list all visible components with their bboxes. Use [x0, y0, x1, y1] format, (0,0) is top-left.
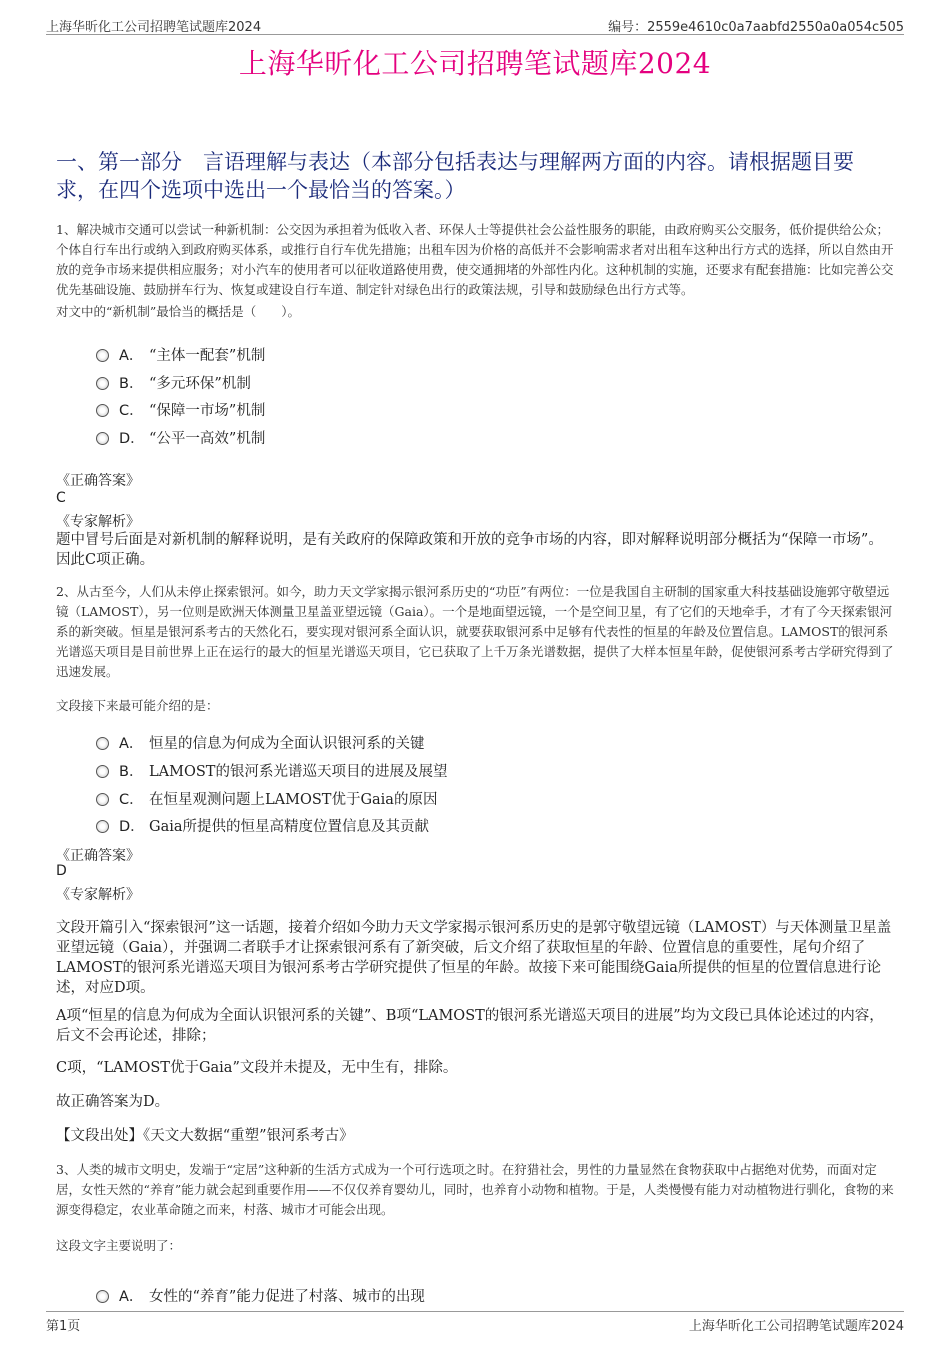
option-text: LAMOST的银河系光谱巡天项目的进展及展望 [149, 764, 448, 780]
option-letter: A． [119, 1289, 144, 1305]
option-text: 恒星的信息为何成为全面认识银河系的关键 [149, 736, 425, 752]
q1-option-c[interactable] [96, 399, 265, 420]
option-letter: D． [119, 431, 145, 447]
option-letter: B． [119, 764, 144, 780]
option-letter: C． [119, 792, 144, 808]
option-letter: D． [119, 819, 145, 835]
header-doc-number: 编号：2559e4610c0a7aabfd2550a0a054c505 [608, 20, 904, 35]
radio-icon[interactable] [96, 1290, 109, 1303]
footer-page-number: 第1页 [46, 1319, 81, 1334]
q3-passage-block [56, 1160, 894, 1220]
q2-passage-block [56, 582, 894, 682]
q2-analysis-paragraph: 故正确答案为D。 [56, 1094, 170, 1110]
radio-icon[interactable] [96, 820, 109, 833]
option-text: Gaia所提供的恒星高精度位置信息及其贡献 [149, 819, 430, 835]
q1-answer-label: 《正确答案》 [56, 473, 140, 489]
q2-analysis-paragraph: A项“恒星的信息为何成为全面认识银河系的关键”、B项“LAMOST的银河系光谱巡天项目的进展”均为文段已具体论述过的内容，后文不会再论述，排除； [56, 1008, 884, 1044]
q2-analysis-paragraph: 文段开篇引入“探索银河”这一话题，接着介绍如今助力天文学家揭示银河系历史的是郭守敬望远镜（LAMOST）与天体测量卫星盖亚望远镜（Gaia），并强调二者联手才让探索银河系有了新突破，后文介绍了获取恒星的年龄、位置信息的重要性，尾句介绍了LAMOST的银河系光谱巡天项目为银河系考古学研究提供了恒星的年龄。故接下来可能围绕Gaia所提供的恒星的位置信息进行论述，对应D项。 [56, 920, 892, 996]
q1-option-b[interactable] [96, 372, 251, 393]
q1-option-a[interactable] [96, 344, 265, 365]
footer-doc-title: 上海华昕化工公司招聘笔试题库2024 [688, 1319, 904, 1334]
q2-analysis-paragraph: C项，“LAMOST优于Gaia”文段并未提及，无中生有，排除。 [56, 1060, 458, 1076]
q2-option-b[interactable] [96, 760, 447, 781]
q1-passage: 1、解决城市交通可以尝试一种新机制：公交因为承担着为低收入者、环保人士等提供社会公益性服务的职能，由政府购买公交服务，低价提供给公众；个体自行车出行或纳入到政府购买体系，或推行自行车优先措施；出租车因为价格的高低并不会影响需求者对出租车这种出行方式的选择，所以自然由开放的竞争市场来提供相应服务；对小汽车的使用者可以征收道路使用费，使交通拥堵的外部性内化。这种机制的实施，还要求有配套措施：比如完善公交优先基础设施、鼓励拼车行为、恢复或建设自行车道、制定针对绿色出行的政策法规，引导和鼓励绿色出行方式等。 [56, 222, 894, 297]
option-text: 女性的“养育”能力促进了村落、城市的出现 [149, 1289, 425, 1305]
q2-answer-label: 《正确答案》 [56, 848, 140, 864]
q3-option-a[interactable] [96, 1285, 425, 1306]
page-title: 上海华昕化工公司招聘笔试题库2024 [238, 47, 712, 80]
q2-option-d[interactable] [96, 815, 429, 836]
radio-icon[interactable] [96, 377, 109, 390]
page-footer [46, 1311, 904, 1334]
option-text: “公平一高效”机制 [149, 431, 266, 447]
option-text: 在恒星观测问题上LAMOST优于Gaia的原因 [149, 792, 438, 808]
option-letter: A． [119, 736, 144, 752]
q3-stem: 这段文字主要说明了： [56, 1238, 182, 1253]
q2-stem: 文段接下来最可能介绍的是： [56, 698, 219, 713]
q2-option-a[interactable] [96, 732, 425, 753]
option-letter: B． [119, 376, 144, 392]
q1-answer: C [56, 490, 66, 506]
q2-option-c[interactable] [96, 788, 437, 809]
header-doc-title: 上海华昕化工公司招聘笔试题库2024 [46, 20, 262, 35]
radio-icon[interactable] [96, 793, 109, 806]
q1-analysis-label: 《专家解析》 [56, 514, 140, 530]
option-text: “保障一市场”机制 [149, 403, 266, 419]
option-letter: A． [119, 348, 144, 364]
q1-stem: 对文中的“新机制”最恰当的概括是（ ）。 [56, 304, 301, 319]
q2-analysis-label: 《专家解析》 [56, 887, 140, 903]
page-header [46, 14, 904, 35]
section-heading: 一、第一部分 言语理解与表达（本部分包括表达与理解两方面的内容。请根据题目要求，在四个选项中选出一个最恰当的答案。） [56, 150, 854, 202]
radio-icon[interactable] [96, 765, 109, 778]
radio-icon[interactable] [96, 737, 109, 750]
q2-passage: 2、从古至今，人们从未停止探索银河。如今，助力天文学家揭示银河系历史的“功臣”有两位：一位是我国自主研制的国家重大科技基础设施郭守敬望远镜（LAMOST），另一位则是欧洲天体测量卫星盖亚望远镜（Gaia）。一个是地面望远镜，一个是空间卫星，有了它们的天地牵手，才有了今天探索银河系的新突破。恒星是银河系考古的天然化石，要实现对银河系全面认识，就要获取银河系中足够有代表性的恒星的年龄及位置信息。LAMOST的银河系光谱巡天项目是目前世界上正在运行的最大的恒星光谱巡天项目，它已获取了上千万条光谱数据，提供了大样本恒星年龄，促使银河系考古学研究得到了迅速发展。 [56, 584, 894, 679]
q1-analysis: 题中冒号后面是对新机制的解释说明，是有关政府的保障政策和开放的竞争市场的内容，即对解释说明部分概括为“保障一市场”。因此C项正确。 [56, 532, 883, 568]
radio-icon[interactable] [96, 349, 109, 362]
radio-icon[interactable] [96, 432, 109, 445]
q1-passage-block [56, 220, 894, 322]
q2-stem-block [56, 696, 894, 716]
q1-option-d[interactable] [96, 427, 265, 448]
option-text: “主体一配套”机制 [149, 348, 266, 364]
q3-stem-block [56, 1236, 894, 1256]
option-letter: C． [119, 403, 144, 419]
q2-source: 【文段出处】《天文大数据“重塑”银河系考古》 [56, 1128, 354, 1144]
q3-passage: 3、人类的城市文明史，发端于“定居”这种新的生活方式成为一个可行选项之时。在狩猎社会，男性的力量显然在食物获取中占据绝对优势，而面对定居，女性天然的“养育”能力就会起到重要作用——不仅仅养育婴幼儿，同时，也养育小动物和植物。于是，人类慢慢有能力对动植物进行驯化，食物的来源变得稳定，农业革命随之而来，村落、城市才可能会出现。 [56, 1162, 894, 1217]
q2-answer: D [56, 863, 67, 879]
radio-icon[interactable] [96, 404, 109, 417]
option-text: “多元环保”机制 [149, 376, 251, 392]
